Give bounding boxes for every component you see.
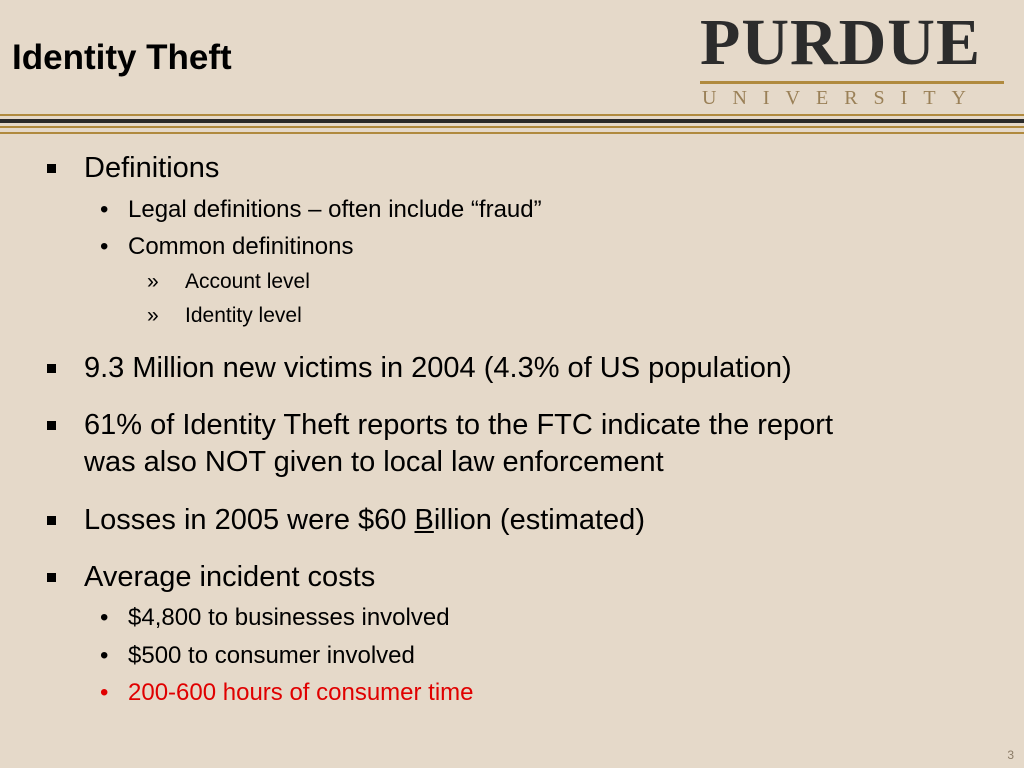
sub-sub-bullet-account: » Account level xyxy=(147,270,310,293)
sub-bullet-common: • Common definitinons xyxy=(100,233,354,260)
page-number: 3 xyxy=(1007,748,1014,762)
bullet-definitions: Definitions xyxy=(84,150,984,187)
slide-title: Identity Theft xyxy=(12,38,232,77)
dot-bullet-icon: • xyxy=(100,233,109,260)
dot-bullet-icon: • xyxy=(100,679,109,706)
square-bullet-icon xyxy=(47,516,56,525)
sub-bullet-consumer: • $500 to consumer involved xyxy=(100,642,415,669)
dot-bullet-icon: • xyxy=(100,642,109,669)
dot-bullet-icon: • xyxy=(100,196,109,223)
square-bullet-icon xyxy=(47,164,56,173)
logo-wordmark: PURDUE xyxy=(700,6,981,79)
chevron-bullet-icon: » xyxy=(147,304,159,327)
square-bullet-icon xyxy=(47,364,56,373)
bullet-ftc: 61% of Identity Theft reports to the FTC indicate the report was also NOT given to local law enforcement xyxy=(84,407,984,481)
chevron-bullet-icon: » xyxy=(147,270,159,293)
logo-subtitle: UNIVERSITY xyxy=(702,87,982,109)
bullet-victims: 9.3 Million new victims in 2004 (4.3% of US population) xyxy=(84,350,984,387)
sub-sub-bullet-identity: » Identity level xyxy=(147,304,302,327)
sub-bullet-time: • 200-600 hours of consumer time xyxy=(100,679,474,706)
sub-bullet-legal: • Legal definitions – often include “fraud” xyxy=(100,196,542,223)
bullet-avg-costs: Average incident costs xyxy=(84,559,984,596)
dot-bullet-icon: • xyxy=(100,604,109,631)
sub-bullet-business: • $4,800 to businesses involved xyxy=(100,604,450,631)
square-bullet-icon xyxy=(47,573,56,582)
bullet-losses: Losses in 2005 were $60 Billion (estimated) xyxy=(84,502,984,539)
square-bullet-icon xyxy=(47,421,56,430)
